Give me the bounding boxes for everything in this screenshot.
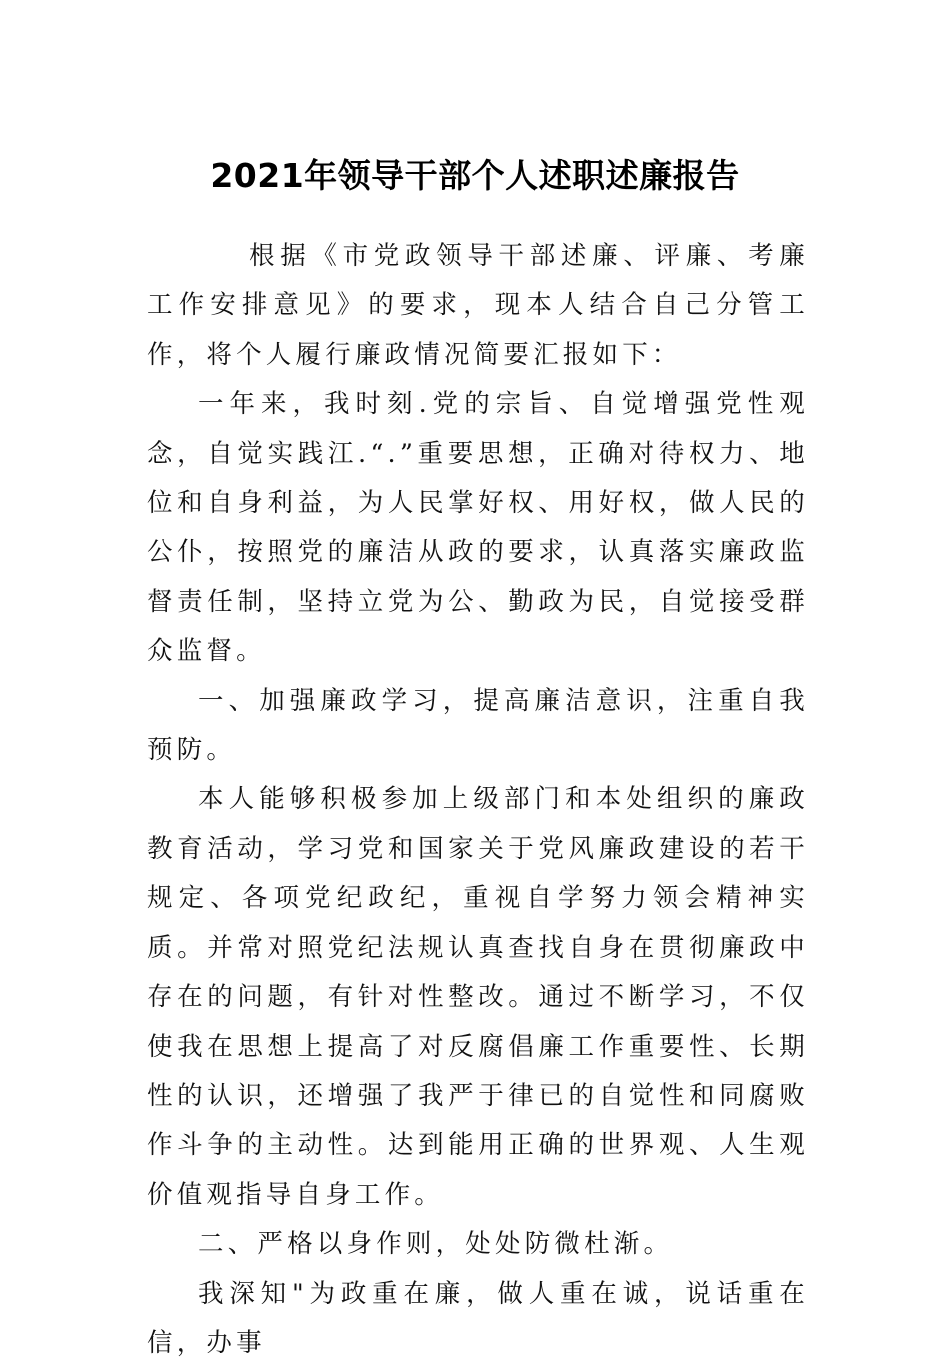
- section-heading-2: 二、严格以身作则，处处防微杜渐。: [198, 1229, 674, 1260]
- paragraph-intro: 根据《市党政领导干部述廉、评廉、考廉工作安排意见》的要求，现本人结合自己分管工作，将个人履行廉政情况简要汇报如下：: [147, 241, 809, 370]
- paragraph-overview: 一年来，我时刻.党的宗旨、自觉增强党性观念，自觉实践江.“.”重要思想，正确对待权力、地位和自身利益，为人民掌好权、用好权，做人民的公仆，按照党的廉洁从政的要求，认真落实廉政监督责任制，坚持立党为公、勤政为民，自觉接受群众监督。: [147, 389, 809, 667]
- paragraph-section-1: 本人能够积极参加上级部门和本处组织的廉政教育活动，学习党和国家关于党风廉政建设的若干规定、各项党纪政纪，重视自学努力领会精神实质。并常对照党纪法规认真查找自身在贯彻廉政中存在的问题，有针对性整改。通过不断学习，不仅使我在思想上提高了对反腐倡廉工作重要性、长期性的认识，还增强了我严于律已的自觉性和同腐败作斗争的主动性。达到能用正确的世界观、人生观价值观指导自身工作。: [147, 784, 809, 1210]
- section-heading-1: 一、加强廉政学习，提高廉洁意识，注重自我预防。: [147, 685, 809, 766]
- document-body: [147, 232, 809, 1368]
- document-title: 2021年领导干部个人述职述廉报告: [210, 156, 740, 196]
- paragraph-section-2: 我深知"为政重在廉，做人重在诚，说话重在信，办事: [147, 1278, 809, 1358]
